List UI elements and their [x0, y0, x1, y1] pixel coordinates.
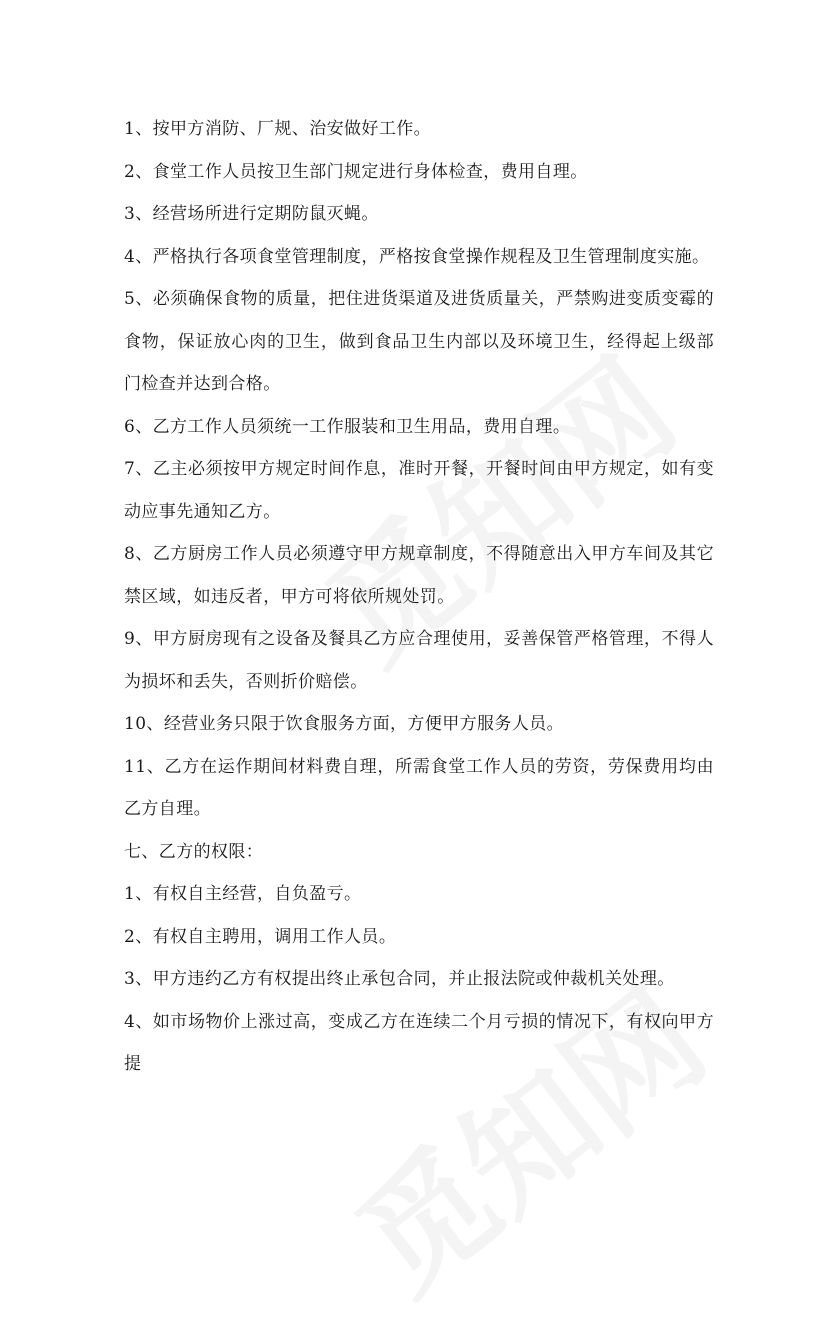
clause-paragraph: 3、经营场所进行定期防鼠灭蝇。: [124, 204, 379, 224]
clause-paragraph: 2、食堂工作人员按卫生部门规定进行身体检查，费用自理。: [124, 161, 588, 182]
clause-paragraph: 9、甲方厨房现有之设备及餐具乙方应合理使用，妥善保管严格管理，不得人为损坏和丢失，否则折价赔偿。: [124, 629, 714, 692]
clause-paragraph: 8、乙方厨房工作人员必须遵守甲方规章制度，不得随意出入甲方车间及其它禁区域，如违反者，甲方可将依所规处罚。: [124, 544, 714, 607]
clause-paragraph: 1、有权自主经营，自负盈亏。: [124, 884, 362, 904]
section-heading: 七、乙方的权限：: [124, 841, 264, 862]
clause-paragraph: 4、严格执行各项食堂管理制度，严格按食堂操作规程及卫生管理制度实施。: [124, 246, 710, 267]
clause-paragraph: 3、甲方违约乙方有权提出终止承包合同，并止报法院或仲裁机关处理。: [124, 969, 675, 989]
clause-paragraph: 1、按甲方消防、厂规、治安做好工作。: [124, 119, 432, 139]
clause-paragraph: 7、乙主必须按甲方规定时间作息，准时开餐，开餐时间由甲方规定，如有变动应事先通知乙方。: [124, 459, 714, 522]
clause-paragraph: 4、如市场物价上涨过高，变成乙方在连续二个月亏损的情况下，有权向甲方提: [124, 1011, 714, 1074]
clause-paragraph: 11、乙方在运作期间材料费自理，所需食堂工作人员的劳资，劳保费用均由乙方自理。: [124, 756, 714, 819]
document-body: [124, 108, 714, 1086]
clause-paragraph: 10、经营业务只限于饮食服务方面，方便甲方服务人员。: [124, 714, 565, 734]
clause-paragraph: 5、必须确保食物的质量，把住进货渠道及进货质量关，严禁购进变质变霉的食物，保证放心肉的卫生，做到食品卫生内部以及环境卫生，经得起上级部门检查并达到合格。: [124, 289, 714, 394]
clause-paragraph: 2、有权自主聘用，调用工作人员。: [124, 926, 397, 947]
clause-paragraph: 6、乙方工作人员须统一工作服装和卫生用品，费用自理。: [124, 416, 571, 437]
